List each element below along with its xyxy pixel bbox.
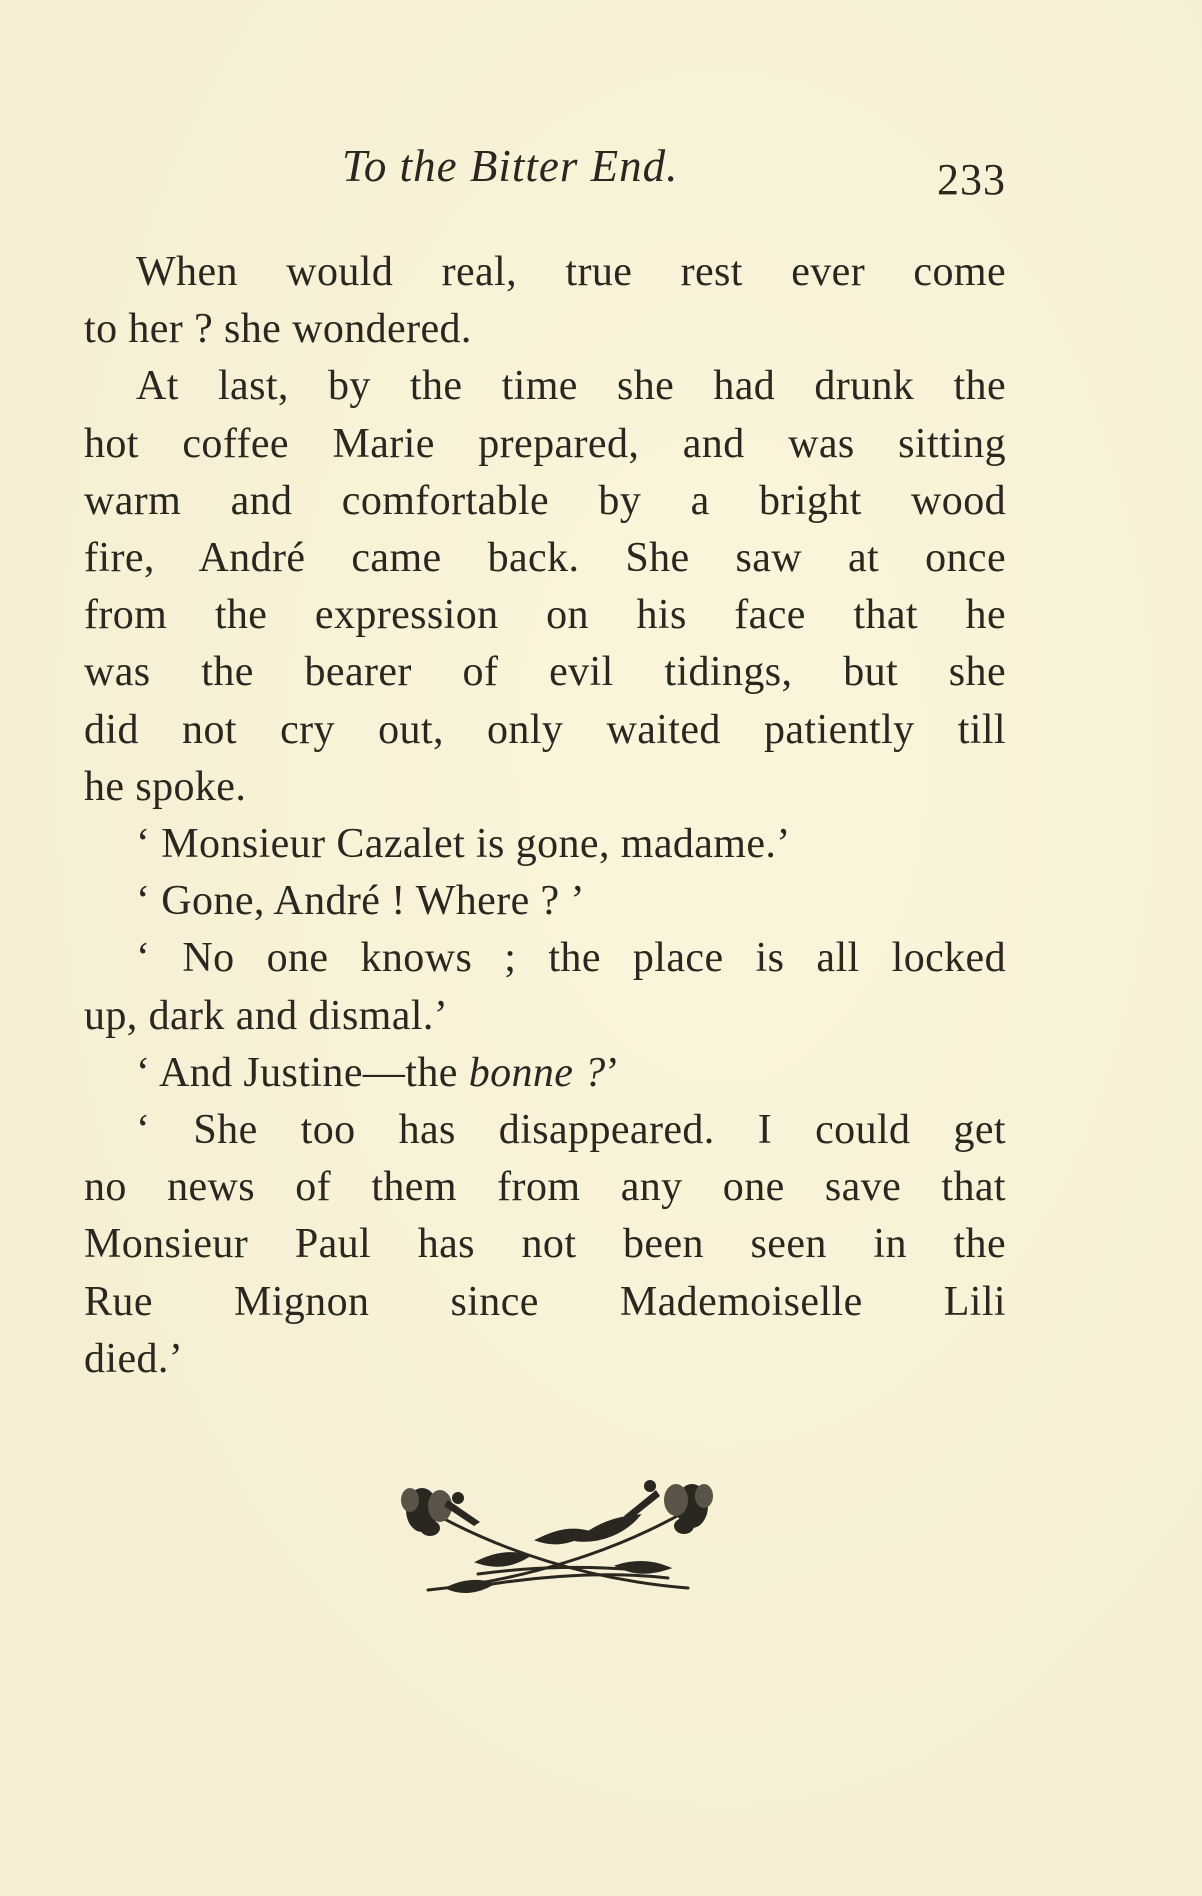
running-head — [84, 140, 1006, 204]
text-line: died.’ — [84, 1335, 184, 1382]
text-line: ‘ Gone, André ! Where ? ’ — [136, 878, 585, 925]
text-line: At last, by the time she had drunk the — [136, 363, 1006, 410]
text-line: to her ? she wondered. — [84, 306, 472, 353]
text-line: When would real, true rest ever come — [136, 249, 1006, 295]
text-line: Rue Mignon since Mademoiselle Lili — [84, 1278, 1006, 1325]
text-line: up, dark and dismal.’ — [84, 992, 449, 1039]
text-line: ‘ She too has disappeared. I could get — [136, 1107, 1006, 1154]
text-line: Monsieur Paul has not been seen in the — [84, 1221, 1006, 1268]
text-line: ‘ No one knows ; the place is all locked — [136, 935, 1006, 982]
text-line: he spoke. — [84, 763, 247, 810]
text-line — [84, 1045, 1006, 1102]
text-line: fire, André came back. She saw at once — [84, 535, 1006, 582]
text-line: hot coffee Marie prepared, and was sitting — [84, 420, 1006, 467]
running-title: To the Bitter End. — [342, 141, 679, 191]
text-line: was the bearer of evil tidings, but she — [84, 649, 1006, 696]
italic-word: bonne ? — [468, 1049, 606, 1096]
page-number: 233 — [937, 155, 1006, 204]
text-fragment: ‘ And Justine—the — [136, 1049, 469, 1096]
body-text — [84, 244, 1006, 1388]
text-fragment: ’ — [605, 1049, 621, 1096]
text-line: warm and comfortable by a bright wood — [84, 477, 1006, 524]
text-line: no news of them from any one save that — [84, 1164, 1006, 1211]
crossed-flowers-tailpiece-icon — [388, 1470, 728, 1610]
text-line: did not cry out, only waited patiently till — [84, 706, 1006, 753]
text-line: ‘ Monsieur Cazalet is gone, madame.’ — [136, 821, 791, 868]
text-line: from the expression on his face that he — [84, 592, 1006, 639]
